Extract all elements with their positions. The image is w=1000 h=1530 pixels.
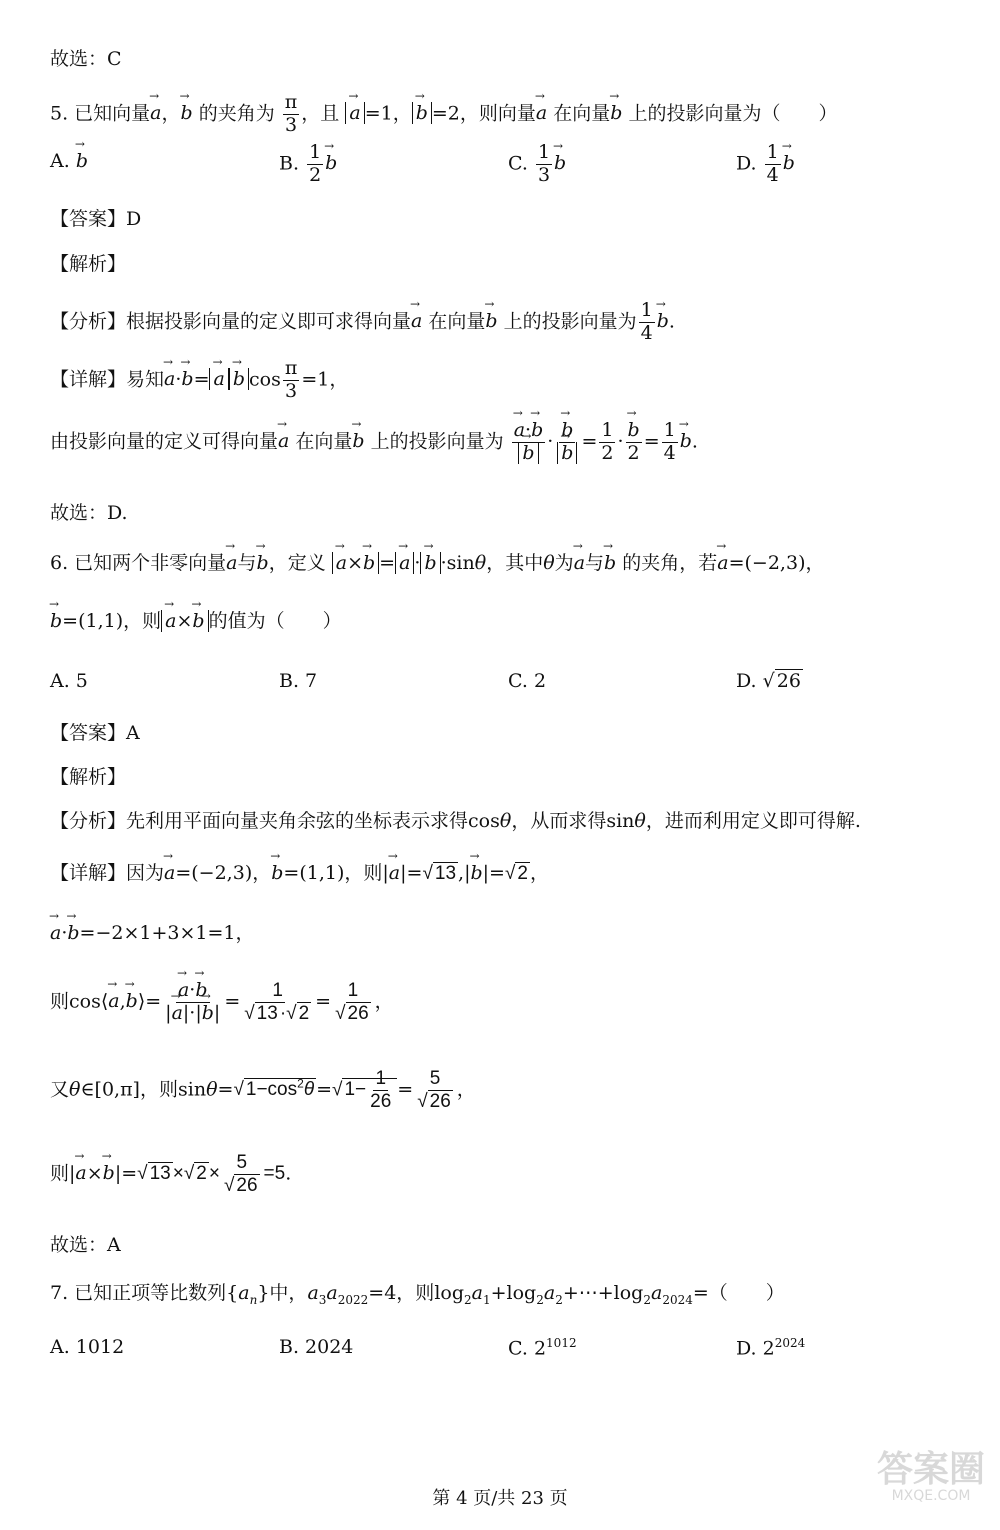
q6-option-c[interactable]: C. 2 (508, 670, 547, 692)
q5-option-b[interactable]: B. $\frac{1}{2}$ → b (279, 142, 337, 187)
q5-option-a[interactable]: A. → b (50, 150, 88, 172)
prev-answer: 故选：C (50, 48, 122, 70)
q6-stem-line2: → b=(1,1)，则→ a×→ b 的值为（ ） (50, 610, 342, 633)
q6-fenxi: 【分析】先利用平面向量夹角余弦的坐标表示求得cosθ，从而求得sinθ，进而利用定义即可得解. (50, 810, 861, 832)
q6-final: 故选：A (50, 1234, 121, 1256)
q5-fenxi: 【分析】根据投影向量的定义即可求得向量→ a 在向量→ b 上的投影向量为 $\frac{1}{4}$ → b. (50, 300, 675, 345)
q5-answer: 【答案】D (50, 208, 142, 230)
q5-option-c[interactable]: C. $\frac{1}{3}$ → b (508, 142, 566, 187)
q5-stem: 5. 已知向量→ a，→ b 的夹角为 $\frac{\pi}{3}$ ，且 → a =1，→ b =2，则向量→ a 在向量→ b 上的投影向量为（ ） (50, 92, 838, 137)
q6-answer: 【答案】A (50, 722, 140, 744)
q6-cos: 则cos⟨→ a,→ b⟩= → $\frac{a\cdot\to b}{|\to a|\cdot|\to b|}$ = $\frac{1}{√ 13 \cdot√ 2}$ = $\frac{1}{√ 26}$ ， (50, 980, 394, 1025)
watermark-logo: 答案圈 MXQE.COM (876, 1449, 985, 1504)
page-footer: 第 4 页/共 23 页 (432, 1488, 568, 1509)
q7-option-a[interactable]: A. 1012 (50, 1336, 125, 1358)
q6-option-b[interactable]: B. 7 (279, 670, 318, 692)
q6-jiexi: 【解析】 (50, 766, 127, 788)
q7-option-c[interactable]: C. $2^{1012}$ (508, 1336, 577, 1360)
q6-option-d[interactable]: D. √ 26 (736, 670, 801, 692)
q6-dot-product: → a·→ b=−2×1+3×1=1， (50, 922, 255, 945)
q7-stem: 7. 已知正项等比数列$\{a_n\}$中，$a_3a_{2022}=4$，则$\log_2a_1+\log_2a_2+\cdots+\log_2a_{2024}=$（ ） (50, 1282, 785, 1307)
q5-xiangjie: 【详解】易知→ a·→ b=→ a→ b cos $\frac{\pi}{3}$ =1， (50, 358, 348, 403)
q6-sin: 又θ∈[0,π]，则sinθ=√ $1-\cos^2\theta$ =√ 1− $\frac{1}{26}$ = $\frac{5}{√ 26}$ ， (50, 1068, 476, 1112)
q7-option-d[interactable]: D. $2^{2024}$ (736, 1336, 806, 1360)
q6-xiangjie: 【详解】因为→ a=(−2,3)，→ b=(1,1)，则|→ a|=√ 13 ,|→ b|=√ 2 ， (50, 862, 549, 886)
q6-option-a[interactable]: A. 5 (50, 670, 88, 692)
q6-stem-line1: 6. 已知两个非零向量→ a与→ b，定义 → a×→ b =→ a ·→ b ·sinθ，其中θ为→ a与→ b 的夹角，若→ a=(−2,3)， (50, 552, 824, 575)
q5-projection: 由投影向量的定义可得向量→ a 在向量→ b 上的投影向量为 → a·→ b → b · → b → b = $\frac{1}{2}$ · → $\frac{b}{2}$ = $\frac{1}{4}$ → b. (50, 420, 698, 465)
q5-option-d[interactable]: D. $\frac{1}{4}$ → b (736, 142, 795, 187)
q7-option-b[interactable]: B. 2024 (279, 1336, 354, 1358)
q5-final: 故选：D. (50, 502, 128, 524)
q6-result: 则|→ a×→ b|=√ 13 ×√ 2 × $\frac{5}{√ 26}$ =5. (50, 1152, 291, 1197)
q5-jiexi: 【解析】 (50, 253, 127, 275)
